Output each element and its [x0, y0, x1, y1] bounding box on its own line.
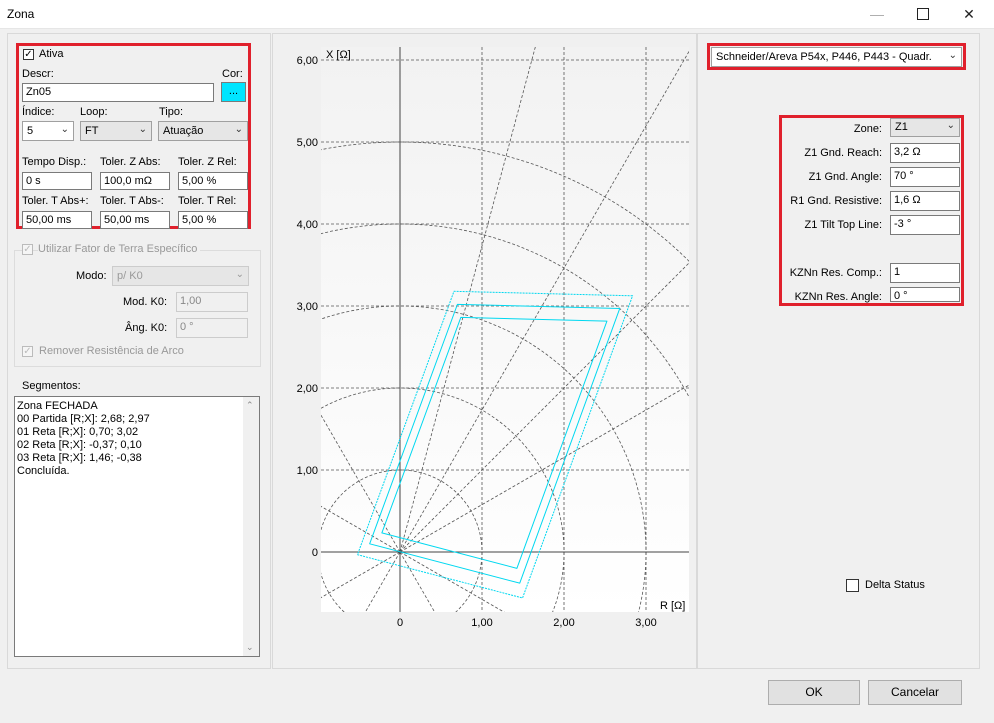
- chevron-down-icon: ⌄: [948, 50, 957, 61]
- chevron-down-icon: ⌄: [138, 124, 147, 135]
- segments-scrollbar[interactable]: [243, 397, 259, 656]
- toler-t-abs-plus-label: Toler. T Abs+:: [22, 195, 89, 207]
- y-tick-label: 3,00: [296, 301, 318, 313]
- toler-t-abs-plus-field[interactable]: 50,00 ms: [22, 211, 92, 229]
- toler-z-rel-label: Toler. Z Rel:: [178, 156, 237, 168]
- gnd-reach-field[interactable]: 3,2 Ω: [890, 143, 960, 163]
- y-tick-label: 5,00: [296, 137, 318, 149]
- y-tick-label: 0: [311, 547, 318, 559]
- relay-model-select[interactable]: [711, 47, 962, 67]
- indice-label: Índice:: [22, 106, 55, 118]
- ang-k0-field[interactable]: 0 °: [176, 318, 248, 338]
- indice-select[interactable]: [22, 121, 74, 141]
- segment-line: 00 Partida [R;X]: 2,68; 2,97: [17, 413, 150, 425]
- loop-label: Loop:: [80, 106, 108, 118]
- param-label-gnd-angle: Z1 Gnd. Angle:: [808, 171, 882, 183]
- loop-select[interactable]: [80, 121, 152, 141]
- tipo-value: Atuação: [163, 125, 204, 137]
- r-axis-title: R [Ω]: [660, 600, 686, 612]
- param-label-kzn-angle: KZNn Res. Angle:: [794, 291, 882, 303]
- impedance-plot[interactable]: [272, 33, 695, 667]
- zone-value: Z1: [895, 121, 908, 133]
- loop-value: FT: [85, 125, 99, 137]
- modo-label: Modo:: [76, 270, 107, 282]
- scroll-down-icon[interactable]: ⌄: [246, 642, 254, 652]
- toler-z-abs-label: Toler. Z Abs:: [100, 156, 161, 168]
- mod-k0-field[interactable]: 1,00: [176, 292, 248, 312]
- gnd-resistive-field[interactable]: 1,6 Ω: [890, 191, 960, 211]
- indice-value: 5: [27, 125, 34, 137]
- delta-status-label: Delta Status: [865, 579, 925, 591]
- param-label-gnd-reach: Z1 Gnd. Reach:: [804, 147, 882, 159]
- segments-content: [17, 400, 150, 478]
- x-tick-label: 2,00: [553, 617, 575, 629]
- remover-label: Remover Resistência de Arco: [39, 345, 184, 357]
- minimize-button[interactable]: [854, 0, 900, 28]
- toler-t-abs-minus-field[interactable]: 50,00 ms: [100, 211, 170, 229]
- kzn-comp-field[interactable]: 1: [890, 263, 960, 283]
- param-label-gnd-resistive: R1 Gnd. Resistive:: [790, 195, 882, 207]
- remover-checkbox[interactable]: ✓: [23, 346, 32, 357]
- toler-t-abs-minus-label: Toler. T Abs-:: [100, 195, 164, 207]
- toler-t-rel-label: Toler. T Rel:: [178, 195, 237, 207]
- maximize-button[interactable]: [900, 0, 946, 28]
- tipo-select[interactable]: [158, 121, 248, 141]
- tilt-top-field[interactable]: -3 °: [890, 215, 960, 235]
- param-label-kzn-comp: KZNn Res. Comp.:: [789, 267, 882, 279]
- mod-k0-label: Mod. K0:: [123, 296, 168, 308]
- cor-label: Cor:: [222, 68, 243, 80]
- toler-t-rel-field[interactable]: 5,00 %: [178, 211, 248, 229]
- y-tick-label: 2,00: [296, 383, 318, 395]
- chevron-down-icon: ⌄: [60, 124, 69, 135]
- tempo-field[interactable]: 0 s: [22, 172, 92, 190]
- chevron-down-icon: ⌄: [946, 120, 955, 131]
- kzn-angle-field[interactable]: 0 °: [890, 287, 960, 302]
- param-label-tilt-top: Z1 Tilt Top Line:: [804, 219, 882, 231]
- fator-terra-checkbox[interactable]: ✓: [23, 244, 32, 255]
- segment-line: Concluída.: [17, 465, 70, 477]
- maximize-icon: [917, 8, 929, 20]
- modo-value: p/ K0: [117, 270, 143, 282]
- ang-k0-label: Âng. K0:: [125, 322, 168, 334]
- chevron-down-icon: ⌄: [235, 269, 244, 280]
- descr-field[interactable]: Zn05: [22, 83, 214, 102]
- segment-line: 02 Reta [R;X]: -0,37; 0,10: [17, 439, 142, 451]
- zone-select[interactable]: [890, 118, 960, 137]
- minimize-icon: —: [870, 6, 884, 22]
- y-tick-label: 6,00: [296, 55, 318, 67]
- x-tick-label: 1,00: [471, 617, 493, 629]
- y-tick-label: 4,00: [296, 219, 318, 231]
- modo-select[interactable]: [112, 266, 249, 286]
- segments-textarea[interactable]: [14, 396, 260, 657]
- segment-line: 03 Reta [R;X]: 1,46; -0,38: [17, 452, 142, 464]
- delta-status-checkbox[interactable]: [846, 579, 859, 592]
- ok-button[interactable]: OK: [768, 680, 860, 705]
- relay-model-value: Schneider/Areva P54x, P446, P443 - Quadr.: [716, 51, 932, 63]
- x-tick-label: 3,00: [635, 617, 657, 629]
- chevron-down-icon: ⌄: [234, 124, 243, 135]
- color-picker-button[interactable]: ...: [221, 82, 246, 102]
- tipo-label: Tipo:: [159, 106, 184, 118]
- tempo-label: Tempo Disp.:: [22, 156, 87, 168]
- window-title: Zona: [7, 7, 35, 21]
- fator-terra-label: Utilizar Fator de Terra Específico: [38, 243, 200, 255]
- segment-line: Zona FECHADA: [17, 400, 98, 412]
- cancel-button[interactable]: Cancelar: [868, 680, 962, 705]
- toler-z-rel-field[interactable]: 5,00 %: [178, 172, 248, 190]
- scroll-up-icon[interactable]: ⌃: [246, 400, 254, 410]
- toler-z-abs-field[interactable]: 100,0 mΩ: [100, 172, 170, 190]
- ativa-label: Ativa: [39, 48, 64, 60]
- y-tick-label: 1,00: [296, 465, 318, 477]
- title-bar: [0, 0, 994, 29]
- ativa-checkbox[interactable]: ✓: [24, 49, 33, 60]
- x-axis-title: X [Ω]: [326, 49, 351, 61]
- x-tick-label: 0: [396, 617, 404, 629]
- close-icon: ✕: [963, 5, 975, 22]
- gnd-angle-field[interactable]: 70 °: [890, 167, 960, 187]
- close-button[interactable]: [946, 0, 992, 28]
- segmentos-label: Segmentos:: [22, 380, 81, 392]
- descr-label: Descr:: [22, 68, 54, 80]
- segment-line: 01 Reta [R;X]: 0,70; 3,02: [17, 426, 139, 438]
- param-label-zone: Zone:: [853, 123, 882, 135]
